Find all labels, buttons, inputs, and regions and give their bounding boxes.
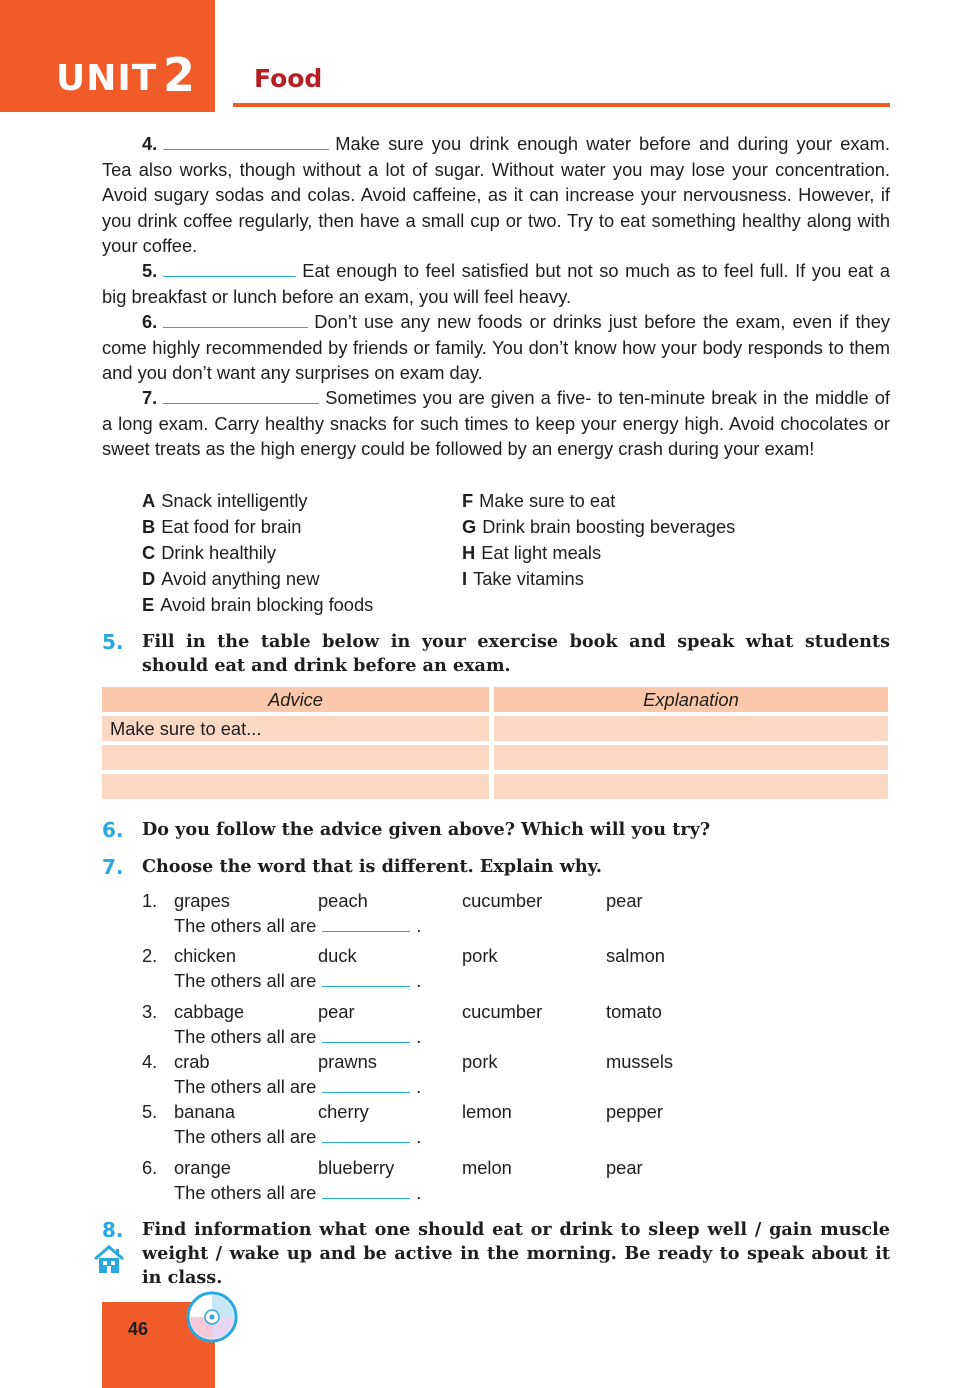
task-number-6: 6. [102,818,124,842]
paragraph-text: Sometimes you are given a five- to ten-minute break in the middle of a long exam. Carry healthy snacks for such times to keep your energy high. Avoid chocolates or sweet treats as the high energy could be followed by an energy crash during your exam! [102,387,890,459]
option-b: B Eat food for brain [142,516,302,537]
option-a: A Snack intelligently [142,490,308,511]
answer-blank [322,1182,410,1199]
answer-blank [163,133,329,150]
table-header-explanation: Explanation [494,687,888,712]
option-h: H Eat light meals [462,542,602,563]
answer-blank [163,260,296,277]
home-icon [92,1242,126,1276]
answer-blank [322,1076,410,1093]
table-cell [494,716,888,741]
table-header-advice: Advice [102,687,489,712]
paragraph-4 [102,131,890,259]
option-e: E Avoid brain blocking foods [142,594,374,615]
others-sentence: The others all are . [174,915,422,936]
answer-blank [322,1126,410,1143]
unit-label: UNIT [56,58,158,99]
page-number: 46 [128,1319,149,1339]
others-sentence: The others all are . [174,970,422,991]
others-sentence: The others all are . [174,1026,422,1047]
task-number-7: 7. [102,855,124,879]
task-number-8: 8. [102,1218,124,1242]
paragraph-number: 5. [142,260,158,281]
answer-blank [163,387,319,404]
answer-blank [322,915,410,932]
answer-blank [322,1026,410,1043]
option-g: G Drink brain boosting beverages [462,516,736,537]
table-cell [494,774,888,799]
paragraph-7 [102,385,890,462]
option-d: D Avoid anything new [142,568,320,589]
table-cell [102,774,489,799]
paragraph-number: 6. [142,311,158,332]
paragraph-text: Make sure you drink enough water before and during your exam. Tea also works, though without a lot of sugar. Without water you may lose your concentration. Avoid sugary sodas and colas. Avoid caffeine, as it can increase your nervousness. However, if you drink coffee regularly, then have a small cup or two. Try to eat something healthy along with your coffee. [102,133,890,256]
paragraph-text: Eat enough to feel satisfied but not so much as to feel full. If you eat a big breakfast or lunch before an exam, you will feel heavy. [102,260,890,307]
answer-blank [163,311,308,328]
unit-number: 2 [163,48,196,102]
task-text-8: Find information what one should eat or drink to sleep well / gain muscle weight / wake up and be active in the morning. Be ready to speak about it in class. [142,1219,890,1288]
task-text-7: Choose the word that is different. Explain why. [142,856,602,877]
others-sentence: The others all are . [174,1126,422,1147]
paragraph-6 [102,309,890,386]
paragraph-5 [102,258,890,309]
paragraph-text: Don’t use any new foods or drinks just before the exam, even if they come highly recommended by friends or family. You don’t know how your body responds to them and you don’t want any surprises on exam day. [102,311,890,383]
option-c: C Drink healthily [142,542,277,563]
table-cell [102,745,489,770]
table-cell: Make sure to eat... [102,716,489,741]
others-sentence: The others all are . [174,1182,422,1203]
unit-title: Food [254,64,323,93]
task-number-5: 5. [102,630,124,654]
paragraph-number: 4. [142,133,158,154]
answer-blank [322,970,410,987]
table-cell [494,745,888,770]
task-text-5: Fill in the table below in your exercise book and speak what students should eat and drink before an exam. [142,631,890,676]
others-sentence: The others all are . [174,1076,422,1097]
header-rule [233,103,890,107]
task-text-6: Do you follow the advice given above? Which will you try? [142,819,711,840]
cd-icon [186,1291,238,1343]
option-f: F Make sure to eat [462,490,616,511]
paragraph-number: 7. [142,387,158,408]
option-i: I Take vitamins [462,568,584,589]
